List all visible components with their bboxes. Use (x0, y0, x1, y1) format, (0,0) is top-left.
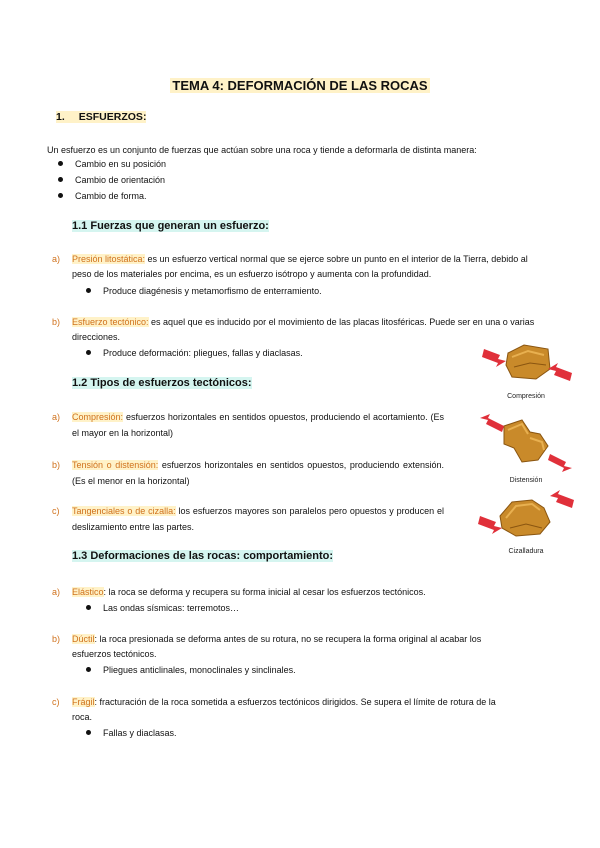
cizalladura-diagram (478, 488, 574, 550)
s12-item-b-letter: b) (52, 460, 61, 470)
list-item: Cambio en su posición (58, 157, 166, 171)
s13-item-a: a) Elástico: la roca se deforma y recupera su forma inicial al cesar los esfuerzos tectónicos. (52, 587, 426, 597)
s12-item-a: Compresión: esfuerzos horizontales en sentidos opuestos, produciendo el acortamiento. (Es el mayor en la horizontal) (72, 412, 444, 438)
s12-item-c: Tangenciales o de cizalla: los esfuerzos mayores son paralelos pero opuestos y producen el deslizamiento entre las partes. (72, 506, 444, 532)
page-title: TEMA 4: DEFORMACIÓN DE LAS ROCAS (172, 78, 428, 93)
bullet-icon (58, 177, 63, 182)
bullet-icon (86, 288, 91, 293)
cizalladura-caption: Cizalladura (508, 548, 544, 555)
section-1-1-heading: 1.1 Fuerzas que generan un esfuerzo: (72, 220, 269, 232)
list-item: Las ondas sísmicas: terremotos… (86, 601, 239, 615)
section-1-2-heading: 1.2 Tipos de esfuerzos tectónicos: (72, 377, 252, 389)
bullet-icon (58, 193, 63, 198)
s11-item-b-line2: direcciones. (72, 332, 121, 342)
intro-text: Un esfuerzo es un conjunto de fuerzas que actúan sobre una roca y tiende a deformarla de distinta manera: (47, 145, 477, 155)
bullet-icon (58, 161, 63, 166)
list-item: Cambio de orientación (58, 173, 165, 187)
list-item: Fallas y diaclasas. (86, 726, 177, 740)
bullet-icon (86, 350, 91, 355)
bullet-icon (86, 730, 91, 735)
distension-diagram (478, 412, 574, 476)
list-item: Pliegues anticlinales, monoclinales y sinclinales. (86, 663, 296, 677)
s12-item-c-letter: c) (52, 506, 60, 516)
compresion-caption: Compresión (507, 393, 545, 400)
s13-item-b-line2: esfuerzos tectónicos. (72, 649, 157, 659)
s12-item-a-letter: a) (52, 412, 61, 422)
section-1-3-heading: 1.3 Deformaciones de las rocas: comportamiento: (72, 550, 334, 562)
list-item: Cambio de forma. (58, 189, 147, 203)
distension-caption: Distensión (509, 477, 543, 484)
list-item: Produce deformación: pliegues, fallas y diaclasas. (86, 346, 303, 360)
bullet-icon (86, 667, 91, 672)
bullet-icon (86, 605, 91, 610)
s11-item-a-line2: peso de los materiales por encima, es un esfuerzo isótropo y aumenta con la profundidad. (72, 269, 432, 279)
s13-item-c-line1: c) Frágil: fracturación de la roca sometida a esfuerzos tectónicos dirigidos. Se supera el límite de rotura de la (52, 697, 496, 707)
compresion-diagram (478, 335, 574, 395)
s13-item-b-line1: b) Dúctil: la roca presionada se deforma antes de su rotura, no se recupera la forma original al acabar los (52, 634, 482, 644)
s11-item-a-line1: a) Presión litostática: es un esfuerzo vertical normal que se ejerce sobre un punto en el interior de la Tierra, debido al (52, 254, 528, 264)
list-item: Produce diagénesis y metamorfismo de enterramiento. (86, 284, 322, 298)
s12-item-b: Tensión o distensión: esfuerzos horizontales en sentidos opuestos, produciendo extensión. (Es el menor en la horizontal) (72, 460, 444, 486)
s13-item-c-line2: roca. (72, 712, 93, 722)
section-1-heading: 1. ESFUERZOS: (56, 111, 147, 123)
s11-item-b-line1: b) Esfuerzo tectónico: es aquel que es inducido por el movimiento de las placas litosféricas. Puede ser en una o varias (52, 317, 535, 327)
